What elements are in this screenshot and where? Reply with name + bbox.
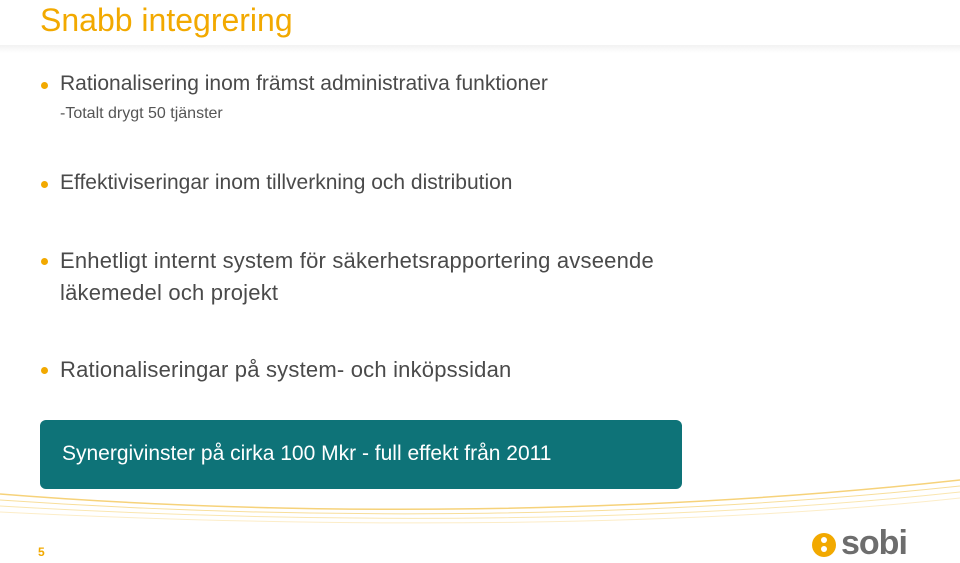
bullet-3-line1: Enhetligt internt system för säkerhetsrapportering avseende [60, 248, 654, 273]
bullet-1-text: Rationalisering inom främst administrativa funktioner [60, 72, 548, 95]
bullet-dot [41, 367, 48, 374]
bullet-1-subtext: -Totalt drygt 50 tjänster [60, 105, 223, 122]
bullet-dot [41, 82, 48, 89]
logo-text: sobi [841, 524, 907, 562]
bullet-3-line2: läkemedel och projekt [60, 280, 279, 305]
logo-mark-icon [812, 533, 836, 557]
bullet-dot [41, 258, 48, 265]
sobi-logo [808, 526, 928, 562]
page-number: 5 [38, 545, 45, 559]
slide-title: Snabb integrering [40, 2, 293, 38]
title-divider [0, 45, 960, 53]
bullet-2-text: Effektiviseringar inom tillverkning och distribution [60, 171, 513, 194]
bullet-dot [41, 181, 48, 188]
highlight-text: Synergivinster på cirka 100 Mkr - full effekt från 2011 [62, 442, 552, 465]
bullet-4-text: Rationaliseringar på system- och inköpssidan [60, 357, 512, 382]
